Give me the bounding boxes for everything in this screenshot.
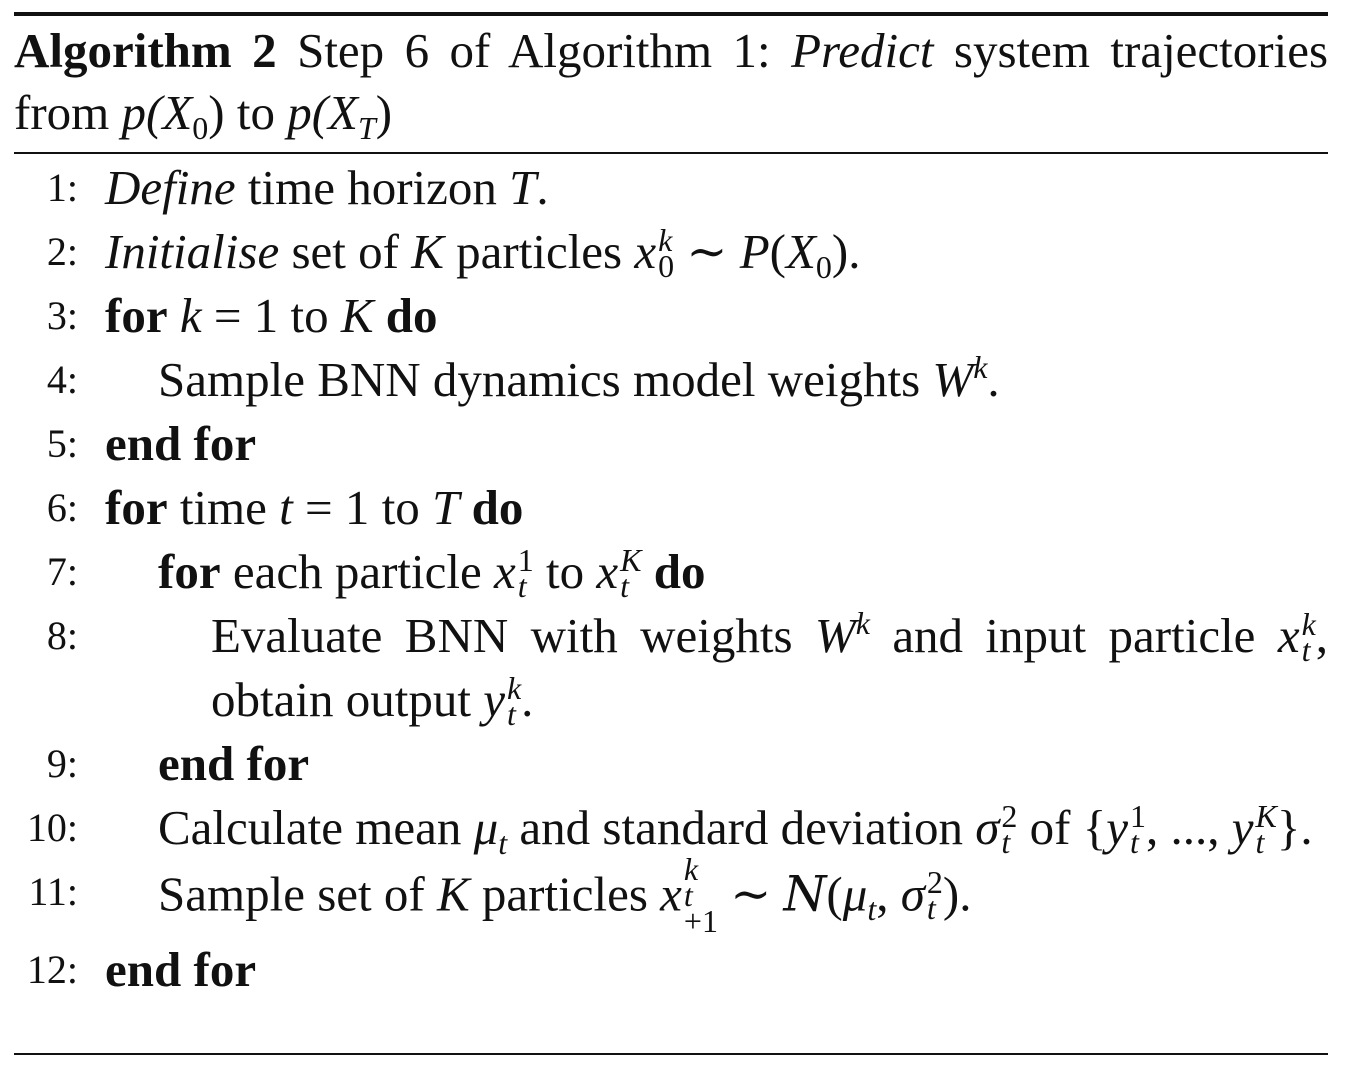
caption-from-expr: $p(X_0)$ [121, 85, 225, 146]
caption-rule [14, 152, 1328, 154]
line-number: 1: [46, 165, 78, 210]
line-number: 6: [46, 485, 78, 530]
line-number: 7: [46, 549, 78, 594]
top-rule [14, 12, 1328, 16]
algorithm-line-2: 2: Initialise set of K particles x k 0 ∼ $P(X_0)$. [14, 220, 1328, 284]
algorithm-line-12: 12: end for [14, 938, 1328, 1002]
caption-text: Step 6 of Algorithm 1: [297, 23, 771, 78]
algorithm-line-6: 6: for time t = 1 to T do [14, 476, 1328, 540]
algorithm-line-1: 1: Define time horizon T. [14, 156, 1328, 220]
algorithm-line-3: 3: for k = 1 to K do [14, 284, 1328, 348]
caption-text-after: system trajectories from [14, 23, 1329, 140]
bottom-rule [14, 1053, 1328, 1055]
algorithm-line-5: 5: end for [14, 412, 1328, 476]
line-number: 12: [26, 947, 78, 992]
line-number: 2: [46, 229, 78, 274]
line-number: 3: [46, 293, 78, 338]
line-number: 10: [26, 805, 78, 850]
algorithm-label: Algorithm 2 [14, 23, 277, 78]
line-number: 4: [46, 357, 78, 402]
caption-to-word: to [236, 85, 275, 140]
algorithm-line-4: 4: Sample BNN dynamics model weights $W^k$. [14, 348, 1328, 412]
line-number: 9: [46, 741, 78, 786]
line-number: 11: [28, 869, 78, 914]
line-number: 5: [46, 421, 78, 466]
algorithm-caption [14, 20, 1328, 144]
algorithm-line-7: 7: for each particle x 1 t to x K t do [14, 540, 1328, 604]
caption-emphasis: Predict [791, 23, 934, 78]
algorithm-line-11: 11: Sample set of K particles x k t +1 ∼ $N(\mu_t$, σ 2 t ). [14, 860, 1328, 938]
algorithm-block [14, 12, 1328, 1002]
line-number: 8: [46, 613, 78, 658]
caption-to-expr: $p(X_T)$ [287, 85, 393, 146]
algorithm-line-10: 10: Calculate mean $\mu_t$ and standard deviation σ 2 t of {y 1 t , ..., y K t }. [14, 796, 1328, 860]
algorithm-lines [14, 156, 1328, 1002]
algorithm-line-8: 8: Evaluate BNN with weights $W^k$ and input particle x k t , obtain output y k t . [14, 604, 1328, 732]
algorithm-line-9: 9: end for [14, 732, 1328, 796]
